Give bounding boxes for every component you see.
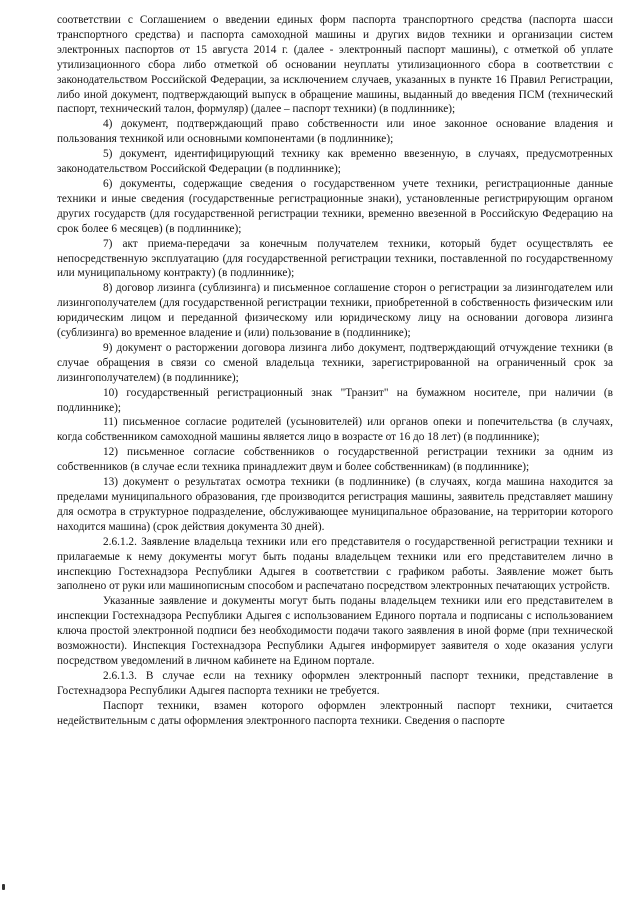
scan-artifact-mark [2, 884, 5, 890]
paragraph-item-6: 6) документы, содержащие сведения о государственном учете техники, регистрационные данные техники и иные сведения (государственные регистрационные знаки), установленные регистрирующим органом других государств (для государственной регистрации техники, временно ввезенной в Российскую Федерацию на срок более 6 месяцев) (в подлиннике); [57, 177, 613, 235]
paragraph-continuation: соответствии с Соглашением о введении единых форм паспорта транспортного средства (паспорта шасси транспортного средства) и паспорта самоходной машины и других видов техники и организации систем электронных паспортов от 15 августа 2014 г. (далее - электронный паспорт машины), с отметкой об уплате утилизационного сбора либо отметкой об основании неуплаты утилизационного сбора в соответствии с законодательством Российской Федерации, за исключением случаев, указанных в пункте 16 Правил Регистрации, либо иной документ, подтверждающий выпуск в обращение машины, выданный до введения ПСМ (технический паспорт, технический талон, формуляр) (далее – паспорт техники) (в подлиннике); [57, 14, 613, 116]
paragraph-section-2-6-1-2: 2.6.1.2. Заявление владельца техники или его представителя о государственной регистрации техники и прилагаемые к нему документы могут быть поданы владельцем техники или его представителем лично в инспекцию Гостехнадзора Республики Адыгея в соответствии с графиком работы. Заявление может быть заполнено от руки или машинописным способом и распечатано посредством электронных печатающих устройств. [57, 535, 613, 593]
paragraph-item-5: 5) документ, идентифицирующий технику как временно ввезенную, в случаях, предусмотренных законодательством Российской Федерации (в подлиннике); [57, 148, 613, 176]
paragraph-portal-submission: Указанные заявление и документы могут быть поданы владельцем техники или его представителем в инспекции Гостехнадзора Республики Адыгея с использованием Единого портала и подписаны с использованием ключа простой электронной подписи без необходимости подачи такого заявления в иной форме (при технической возможности). Инспекция Гостехнадзора Республики Адыгея информирует заявителя о ходе оказания услуги посредством уведомлений в личном кабинете на Едином портале. [57, 595, 613, 667]
paragraph-item-12: 12) письменное согласие собственников о государственной регистрации техники за одним из собственников (в случае если техника принадлежит двум и более собственникам) (в подлиннике); [57, 446, 613, 474]
paragraph-item-13: 13) документ о результатах осмотра техники (в подлиннике) (в случаях, когда машина находится за пределами муниципального образования, где производится регистрация машины, заявитель представляет машину для осмотра в структурное подразделение, обслуживающее муниципальное образование, на территории которого находится машина) (срок действия документа 30 дней). [57, 476, 613, 533]
paragraph-item-4: 4) документ, подтверждающий право собственности или иное законное основание владения и пользования техникой или основными компонентами (в подлиннике); [57, 118, 613, 146]
paragraph-section-2-6-1-3: 2.6.1.3. В случае если на технику оформлен электронный паспорт техники, представление в Гостехнадзора Республики Адыгея паспорта техники не требуется. [57, 669, 613, 697]
paragraph-passport-invalid: Паспорт техники, взамен которого оформлен электронный паспорт техники, считается недействительным с даты оформления электронного паспорта техники. Сведения о паспорте [57, 699, 613, 727]
document-page [57, 13, 613, 729]
paragraph-item-10: 10) государственный регистрационный знак "Транзит" на бумажном носителе, при наличии (в подлиннике); [57, 386, 613, 414]
paragraph-item-8: 8) договор лизинга (сублизинга) и письменное соглашение сторон о регистрации за лизингодателем или лизингополучателем (для государственной регистрации техники, приобретенной в собственность физическим или юридическим лицом и переданной физическому или юридическому лицу на основании договора лизинга (сублизинга) во временное владение и (или) пользование в (подлиннике); [57, 282, 613, 340]
paragraph-item-7: 7) акт приема-передачи за конечным получателем техники, который будет осуществлять ее непосредственную эксплуатацию (для государственной регистрации техники, поставленной по государственному или муниципальному контракту) (в подлиннике); [57, 237, 613, 280]
paragraph-item-11: 11) письменное согласие родителей (усыновителей) или органов опеки и попечительства (в случаях, когда собственником самоходной машины является лицо в возрасте от 16 до 18 лет) (в подлиннике); [57, 416, 613, 444]
paragraph-item-9: 9) документ о расторжении договора лизинга либо документ, подтверждающий отчуждение техники (в случае обращения в связи со сменой владельца техники, зарегистрированной на ограниченный срок за лизингополучателем) (в подлиннике); [57, 341, 613, 384]
